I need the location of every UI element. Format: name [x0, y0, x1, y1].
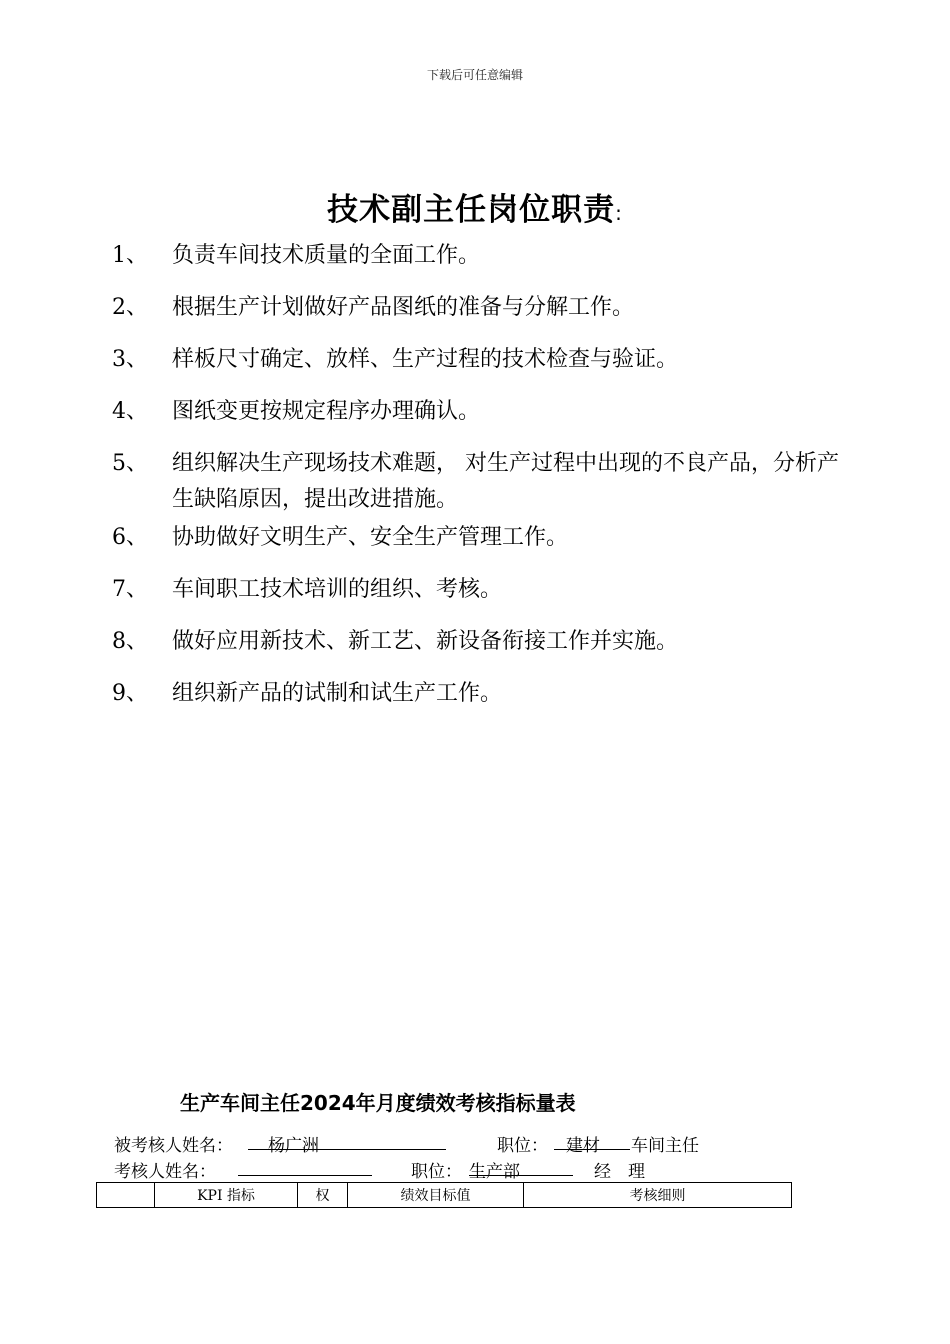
duty-number: 1、 — [112, 243, 148, 268]
assessee-position-label: 职位： — [497, 1136, 548, 1156]
duty-number: 9、 — [112, 681, 148, 706]
kpi-form-title: 生产车间主任2024年月度绩效考核指标量表 — [180, 1091, 576, 1115]
assessee-label: 被考核人姓名： — [114, 1136, 233, 1156]
assessee-name: 杨广洲 — [268, 1136, 319, 1156]
duty-item — [112, 394, 852, 430]
duty-item — [112, 290, 852, 326]
duty-number: 5、 — [112, 451, 148, 476]
duty-item — [112, 238, 852, 274]
header-note: 下载后可任意编辑 — [426, 68, 523, 82]
duty-text: 负责车间技术质量的全面工作。 — [172, 243, 481, 268]
duty-number: 6、 — [112, 525, 148, 550]
duty-text: 组织新产品的试制和试生产工作。 — [172, 681, 503, 706]
assessor-position-role: 经 理 — [594, 1162, 645, 1182]
duty-text: 组织解决生产现场技术难题， 对生产过程中出现的不良产品，分析产生缺陷原因，提出改进措施。 — [172, 451, 839, 512]
duty-text: 图纸变更按规定程序办理确认。 — [172, 399, 481, 424]
duty-list — [112, 238, 852, 728]
duty-number: 7、 — [112, 577, 148, 602]
duty-text: 协助做好文明生产、安全生产管理工作。 — [172, 525, 569, 550]
duty-number: 2、 — [112, 295, 148, 320]
duty-item — [112, 342, 852, 378]
duty-number: 4、 — [112, 399, 148, 424]
assessee-position-dept: 建材 — [566, 1136, 600, 1156]
kpi-header-weight: 权 — [298, 1183, 348, 1208]
duty-item — [112, 624, 852, 660]
duty-item — [112, 446, 852, 518]
assessor-position-label: 职位： — [411, 1162, 462, 1182]
duty-text: 样板尺寸确定、放样、生产过程的技术检查与验证。 — [172, 347, 679, 372]
duty-text: 车间职工技术培训的组织、考核。 — [172, 577, 503, 602]
assessee-position-role: 车间主任 — [631, 1136, 699, 1156]
duty-text: 做好应用新技术、新工艺、新设备衔接工作并实施。 — [172, 629, 679, 654]
duty-item — [112, 676, 852, 712]
kpi-table — [96, 1182, 792, 1208]
duty-number: 3、 — [112, 347, 148, 372]
duty-item — [112, 520, 852, 556]
assessor-label: 考核人姓名： — [114, 1162, 216, 1182]
duty-text: 根据生产计划做好产品图纸的准备与分解工作。 — [172, 295, 635, 320]
kpi-header-rules: 考核细则 — [524, 1183, 792, 1208]
kpi-header-indicator: KPI 指标 — [155, 1183, 298, 1208]
page-title-text: 技术副主任岗位职责 — [327, 192, 616, 228]
duty-item — [112, 572, 852, 608]
duty-number: 8、 — [112, 629, 148, 654]
assessor-position-dept: 生产部 — [469, 1162, 520, 1182]
page-title — [0, 184, 950, 229]
page-title-colon: : — [615, 201, 623, 225]
kpi-header-target: 绩效目标值 — [348, 1183, 524, 1208]
kpi-table-header-row — [97, 1183, 792, 1208]
assessor-name-field — [238, 1157, 372, 1176]
kpi-header-index — [97, 1183, 155, 1208]
